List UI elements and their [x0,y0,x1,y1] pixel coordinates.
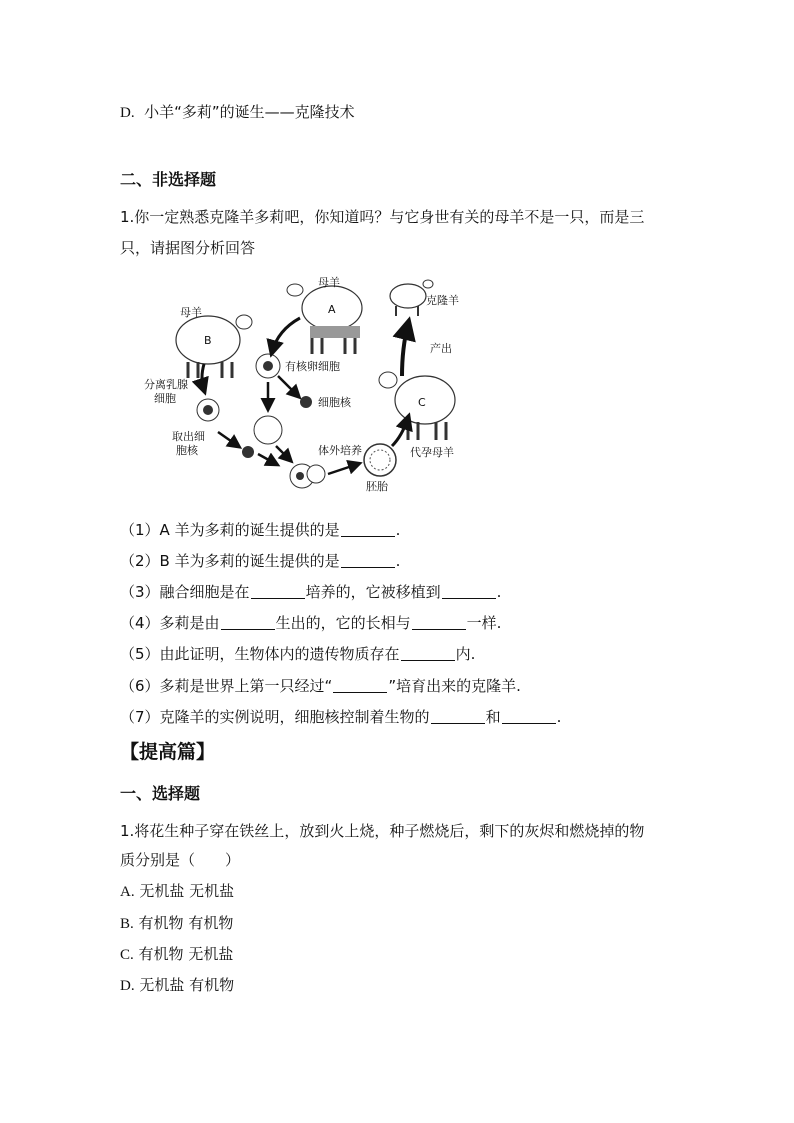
answer-blank[interactable] [412,615,466,630]
sub-question-text: 多莉是由 [159,614,220,632]
choice-option-a[interactable] [120,881,234,902]
answer-blank[interactable] [333,678,387,693]
label-sheep-a-title: 母羊 [318,276,340,289]
sub-question-5 [120,644,475,664]
sub-question-text: 生出的，它的长相与 [275,614,411,632]
sub-question-4 [120,613,501,633]
option-letter: C. [120,947,134,963]
sub-question-text: 由此证明，生物体内的遗传物质存在 [159,645,400,663]
answer-blank[interactable] [341,553,395,568]
answer-blank[interactable] [341,522,395,537]
answer-blank[interactable] [431,709,485,724]
sub-question-2 [120,551,400,571]
label-sheep-b-letter: B [204,334,212,347]
sheep-c [379,372,455,440]
sub-question-text: . [496,583,502,601]
question-stem-line: 1.将花生种子穿在铁丝上，放到火上烧，种子燃烧后，剩下的灰烬和燃烧掉的物 [120,822,645,840]
label-clone-sheep: 克隆羊 [426,294,459,307]
label-take-nucleus-2: 胞核 [176,444,198,457]
sub-question-text: 融合细胞是在 [159,583,250,601]
question-stem-line: 1.你一定熟悉克隆羊多莉吧，你知道吗？与它身世有关的母羊不是一只，而是三 [120,208,645,226]
sub-question-text: . [556,708,562,726]
label-mammary-1: 分离乳腺 [144,378,188,391]
sub-question-7 [120,707,561,727]
sub-question-number: （5） [120,645,160,663]
sub-question-6 [120,676,521,696]
label-egg-cell: 有核卵细胞 [285,360,340,373]
choice-option-c[interactable] [120,944,233,965]
sub-question-text: 一样. [466,614,502,632]
sub-question-number: （2） [120,552,160,570]
sub-question-text: ”培育出来的克隆羊. [388,677,521,695]
label-sheep-a-letter: A [328,303,336,316]
sub-question-number: （1） [120,521,160,539]
sub-question-text: 和 [485,708,501,726]
option-letter: D. [120,978,135,994]
sub-question-1 [120,520,400,540]
sub-question-text: A 羊为多莉的诞生提供的是 [159,521,340,539]
choice-option-b[interactable] [120,913,233,934]
sub-question-text: . [395,521,401,539]
option-letter: B. [120,916,134,932]
label-sheep-c-letter: C [418,396,426,409]
sub-question-text: . [395,552,401,570]
option-d-line [120,102,355,123]
sub-question-text: 多莉是世界上第一只经过“ [159,677,333,695]
sub-question-number: （3） [120,583,160,601]
option-text: 有机物 无机盐 [138,945,234,963]
sub-question-text: 培养的，它被移植到 [305,583,441,601]
option-text: 无机盐 无机盐 [139,882,235,900]
answer-blank[interactable] [221,615,275,630]
label-chanchu: 产出 [430,342,452,355]
sub-question-text: 内. [455,645,476,663]
label-in-vitro: 体外培养 [318,444,362,457]
option-letter: D. [120,105,135,121]
label-surrogate: 代孕母羊 [410,446,454,459]
sub-question-number: （4） [120,614,160,632]
label-nucleus: 细胞核 [318,396,351,409]
sub-question-3 [120,582,501,602]
answer-blank[interactable] [401,646,455,661]
choice-option-d[interactable] [120,975,234,996]
question-stem-line: 质分别是（ ） [120,851,241,869]
option-text: 无机盐 有机物 [139,976,235,994]
label-sheep-b-title: 母羊 [180,306,202,319]
cloning-diagram [140,268,480,504]
label-embryo: 胚胎 [366,480,388,493]
label-mammary-2: 细胞 [154,392,176,405]
sub-question-text: B 羊为多莉的诞生提供的是 [159,552,340,570]
label-take-nucleus-1: 取出细 [172,430,205,443]
sub-question-number: （7） [120,708,160,726]
section-heading-choice: 一、选择题 [120,784,201,803]
option-letter: A. [120,884,135,900]
section-heading-nonchoice: 二、非选择题 [120,170,217,189]
question-stem-line: 只，请据图分析回答 [120,239,256,257]
sheep-b [176,315,252,378]
option-text: 有机物 有机物 [138,914,234,932]
answer-blank[interactable] [251,584,305,599]
answer-blank[interactable] [502,709,556,724]
advanced-heading: 【提高篇】 [120,741,216,763]
answer-blank[interactable] [442,584,496,599]
option-text: 小羊“多莉”的诞生——克隆技术 [144,103,355,121]
sub-question-text: 克隆羊的实例说明，细胞核控制着生物的 [159,708,430,726]
sub-question-number: （6） [120,677,160,695]
